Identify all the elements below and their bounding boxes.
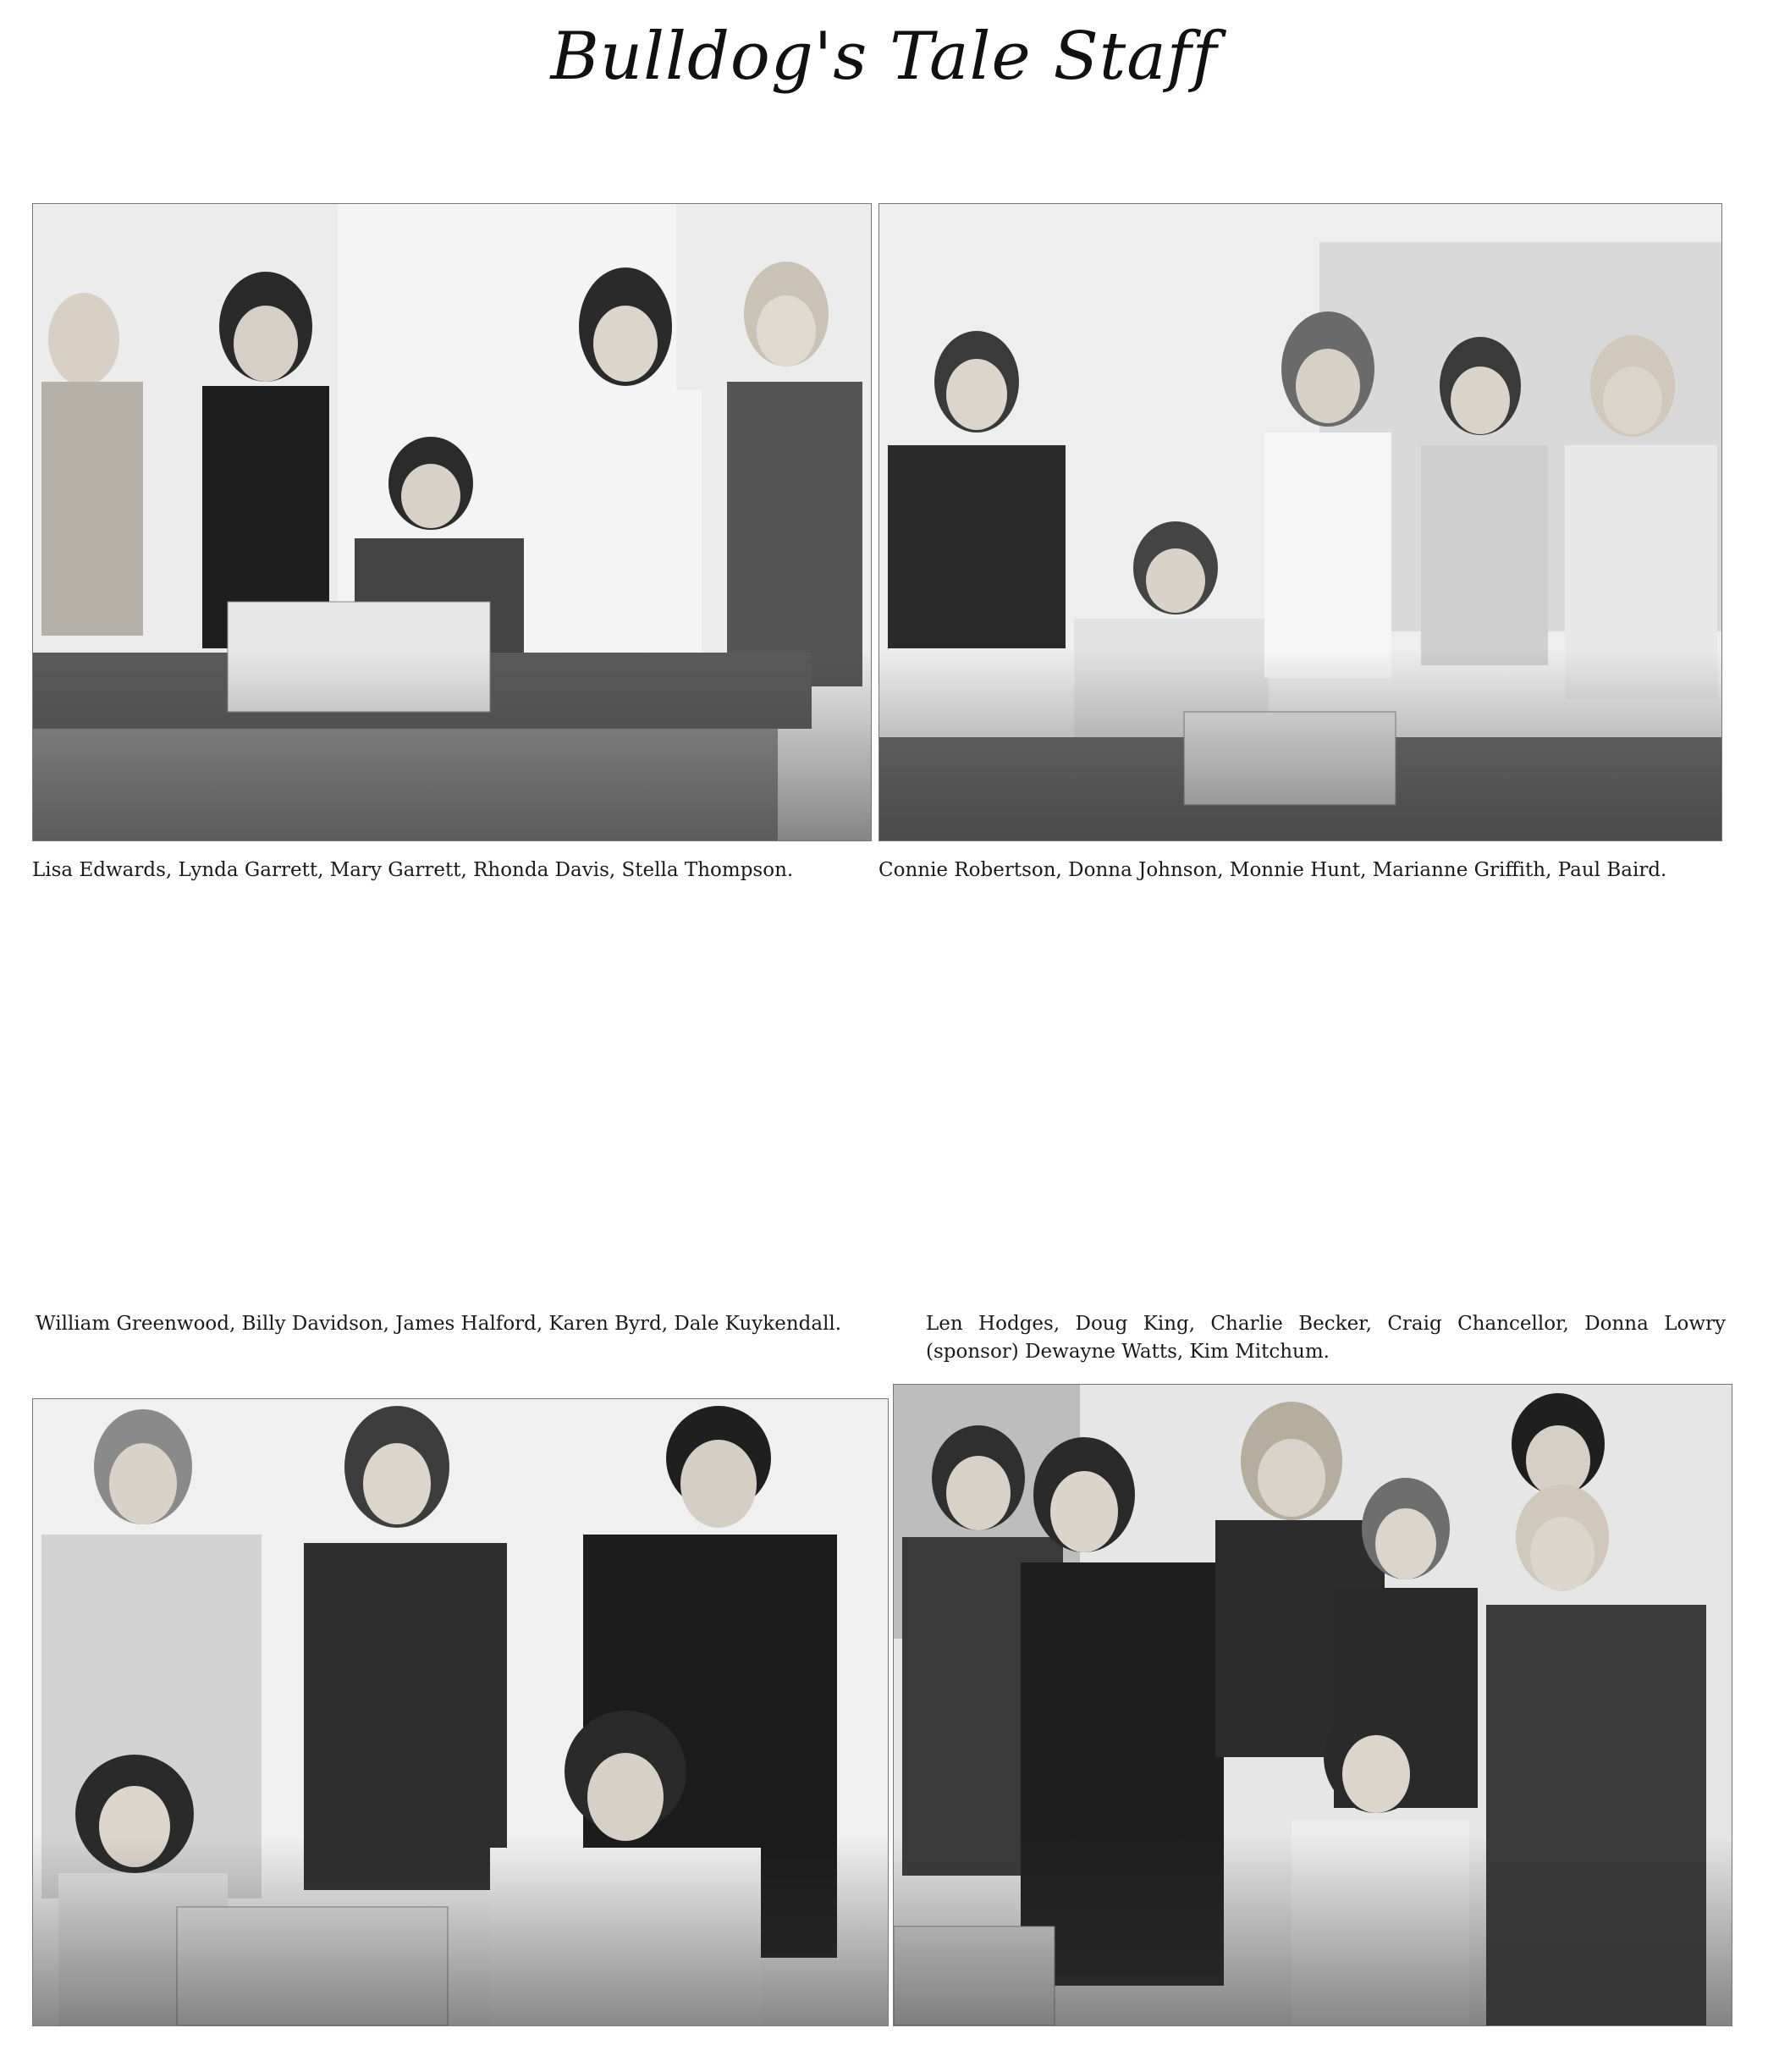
caption-photo-4: Len Hodges, Doug King, Charlie Becker, Craig Chancellor, Donna Lowry (sponsor) Dewayne Watts, Kim Mitchum. (926, 1313, 1726, 1363)
page-title: Bulldog's Tale Staff (550, 19, 1218, 95)
group-photo-1 (32, 203, 872, 841)
photo-2-figures (879, 204, 1721, 840)
caption-photo-3: William Greenwood, Billy Davidson, James Halford, Karen Byrd, Dale Kuykendall. (36, 1313, 842, 1335)
photo-1-figures (33, 204, 871, 840)
photo-4-figures (894, 1385, 1732, 2025)
caption-photo-2: Connie Robertson, Donna Johnson, Monnie Hunt, Marianne Griffith, Paul Baird. (878, 859, 1667, 881)
photo-3-figures (33, 1399, 888, 2025)
caption-photo-1: Lisa Edwards, Lynda Garrett, Mary Garrett, Rhonda Davis, Stella Thompson. (32, 859, 794, 881)
group-photo-2 (878, 203, 1722, 841)
group-photo-3 (32, 1398, 889, 2026)
group-photo-4 (893, 1384, 1732, 2026)
